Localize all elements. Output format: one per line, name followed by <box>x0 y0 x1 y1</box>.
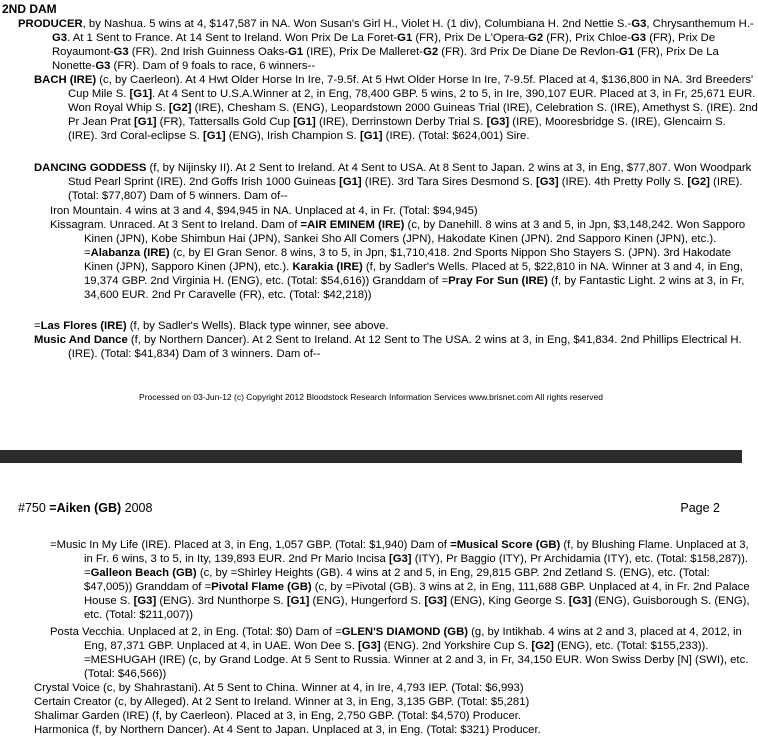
header-year: 2008 <box>121 501 153 515</box>
entry-harmonica: Harmonica (f, by Northern Dancer). At 4 Sent to Japan. Unplaced at 3, in Eng. (Total: $321) Producer. <box>34 724 541 736</box>
page-header-horse <box>18 501 152 515</box>
header-horse-name: =Aiken (GB) <box>49 501 122 515</box>
entry-dancing-goddess: DANCING GODDESS (f, by Nijinsky II). At 2 Sent to Ireland. At 4 Sent to USA. At 8 Sent to Japan. 2 wins at 3, in Eng, $77,807. Won Woodpark Stud Pearl Sprint (IRE). 2nd Goffs Irish 1000 Guineas [G1] (IRE). 3rd Tara Sires Desmond S. [G3] (IRE). 4th Pretty Polly S. [G2] (IRE). (Total: $77,807) Dam of 5 winners. Dam of-- <box>34 162 752 203</box>
entry-producer: PRODUCER, by Nashua. 5 wins at 4, $147,587 in NA. Won Susan's Girl H., Violet H. (1 div), Columbiana H. 2nd Nettie S.-G3, Chrysanthemum H.-G3. At 1 Sent to France. At 14 Sent to Ireland. Won Prix De La Foret-G1 (FR), Prix De L'Opera-G2 (FR), Prix Chloe-G3 (FR), Prix De Royaumont-G3 (FR). 2nd Irish Guinness Oaks-G1 (IRE), Prix De Malleret-G2 (FR). 3rd Prix De Diane De Revlon-G1 (FR), Prix De La Nonette-G3 (FR). Dam of 9 foals to race, 6 winners-- <box>18 18 754 73</box>
entry-crystal-voice: Crystal Voice (c, by Shahrastani). At 5 Sent to China. Winner at 4, in Ire, 4,793 IEP. (Total: $6,993) <box>34 682 524 694</box>
section-title-2nd-dam: 2ND DAM <box>2 2 57 16</box>
page-number: Page 2 <box>680 501 720 515</box>
entry-certain-creator: Certain Creator (c, by Alleged). At 2 Sent to Ireland. Winner at 3, in Eng, 3,135 GBP. (Total: $5,281) <box>34 696 530 708</box>
entry-music-in-my-life: =Music In My Life (IRE). Placed at 3, in Eng, 1,057 GBP. (Total: $1,940) Dam of =Musical Score (GB) (f, by Blushing Flame. Unplaced at 3, in Fr. 6 wins, 3 to 5, in Ity, 139,893 EUR. 2nd Pr Mario Incisa [G3] (ITY), Pr Baggio (ITY), Pr Archidamia (ITY), etc. (Total: $158,287)). =Galleon Beach (GB) (c, by =Shirley Heights (GB). 4 wins at 2 and 5, in Eng, 29,815 GBP. 2nd Zetland S. (ENG), etc. (Total: $47,005)) Granddam of =Pivotal Flame (GB) (c, by =Pivotal (GB). 3 wins at 2, in Eng, 111,688 GBP. Unplaced at 4, in Fr. 2nd Palace House S. [G3] (ENG). 3rd Nunthorpe S. [G1] (ENG), Hungerford S. [G3] (ENG), King George S. [G3] (ENG), Guisborough S. (ENG), etc. (Total: $211,007)) <box>50 539 750 622</box>
copyright-footer: Processed on 03-Jun-12 (c) Copyright 2012 Bloodstock Research Information Services www.brisnet.com All rights reserved <box>139 392 603 402</box>
page-separator <box>0 450 742 463</box>
entry-music-and-dance: Music And Dance (f, by Northern Dancer). At 2 Sent to Ireland. At 12 Sent to The USA. 2 wins at 3, in Eng, $41,834. 2nd Phillips Electrical H. (IRE). (Total: $41,834) Dam of 3 winners. Dam of-- <box>34 334 742 361</box>
entry-shalimar-garden: Shalimar Garden (IRE) (f, by Caerleon). Placed at 3, in Eng, 2,750 GBP. (Total: $4,570) Producer. <box>34 710 522 722</box>
page-2 <box>0 463 750 742</box>
entry-iron-mountain: Iron Mountain. 4 wins at 3 and 4, $94,945 in NA. Unplaced at 4, in Fr. (Total: $94,945) <box>50 205 478 217</box>
header-race-number: #750 <box>18 501 50 515</box>
entry-bach: BACH (IRE) (c, by Caerleon). At 4 Hwt Older Horse In Ire, 7-9.5f. At 5 Hwt Older Horse In Ire, 7-9.5f. Placed at 4, $136,800 in NA. 3rd Breeders' Cup Mile S. [G1]. At 4 Sent to U.S.A.Winner at 2, in Eng, 78,400 GBP. 5 wins, 2 to 5, in Ire, 390,107 EUR. Placed at 3, in Fr, 25,671 EUR. Won Royal Whip S. [G2] (IRE), Chesham S. (ENG), Leopardstown 2000 Guineas Trial (IRE), Celebration S. (IRE), Amethyst S. (IRE). 2nd Pr Jean Prat [G1] (FR), Tattersalls Gold Cup [G1] (IRE), Derrinstown Derby Trial S. [G3] (IRE), Mooresbridge S. (IRE), Glencairn S. (IRE). 3rd Coral-eclipse S. [G1] (ENG), Irish Champion S. [G1] (IRE). (Total: $624,001) Sire. <box>34 74 758 143</box>
entry-posta-vecchia: Posta Vecchia. Unplaced at 2, in Eng. (Total: $0) Dam of =GLEN'S DIAMOND (GB) (g, by Intikhab. 4 wins at 2 and 3, placed at 4, 2012, in Eng, 87,371 GBP. Unplaced at 4, in UAE. Won Dee S. [G3] (ENG). 2nd Yorkshire Cup S. [G2] (ENG), etc. (Total: $155,233)). =MESHUGAH (IRE) (c, by Grand Lodge. At 5 Sent to Russia. Winner at 2 and 3, in Fr, 34,150 EUR. Won Swiss Derby [N] (SWI), etc. (Total: $46,566)) <box>50 626 749 681</box>
entry-las-flores: =Las Flores (IRE) (f, by Sadler's Wells). Black type winner, see above. <box>34 320 389 332</box>
entry-kissagram: Kissagram. Unraced. At 3 Sent to Ireland. Dam of =AIR EMINEM (IRE) (c, by Danehill. 8 wins at 3 and 5, in Jpn, $3,148,242. Won Sapporo Kinen (JPN), Kobe Shimbun Hai (JPN), Sankei Sho All Comers (JPN), Hakodate Kinen (JPN). 2nd Sapporo Kinen (JPN), etc.). =Alabanza (IRE) (c, by El Gran Senor. 8 wins, 3 to 5, in Jpn, $1,710,418. 2nd Sports Nippon Sho Stayers S. (JPN). 3rd Hakodate Kinen (JPN), Sapporo Kinen (JPN), etc.). Karakia (IRE) (f, by Sadler's Wells. Placed at 5, $22,810 in NA. Winner at 3 and 4, in Eng, 19,374 GBP. 2nd Virginia H. (ENG), etc. (Total: $54,616)) Granddam of =Pray For Sun (IRE) (f, by Fantastic Light. 2 wins at 3, in Fr, 34,600 EUR. 2nd Pr Caravelle (FR), etc. (Total: $42,218)) <box>50 219 746 302</box>
